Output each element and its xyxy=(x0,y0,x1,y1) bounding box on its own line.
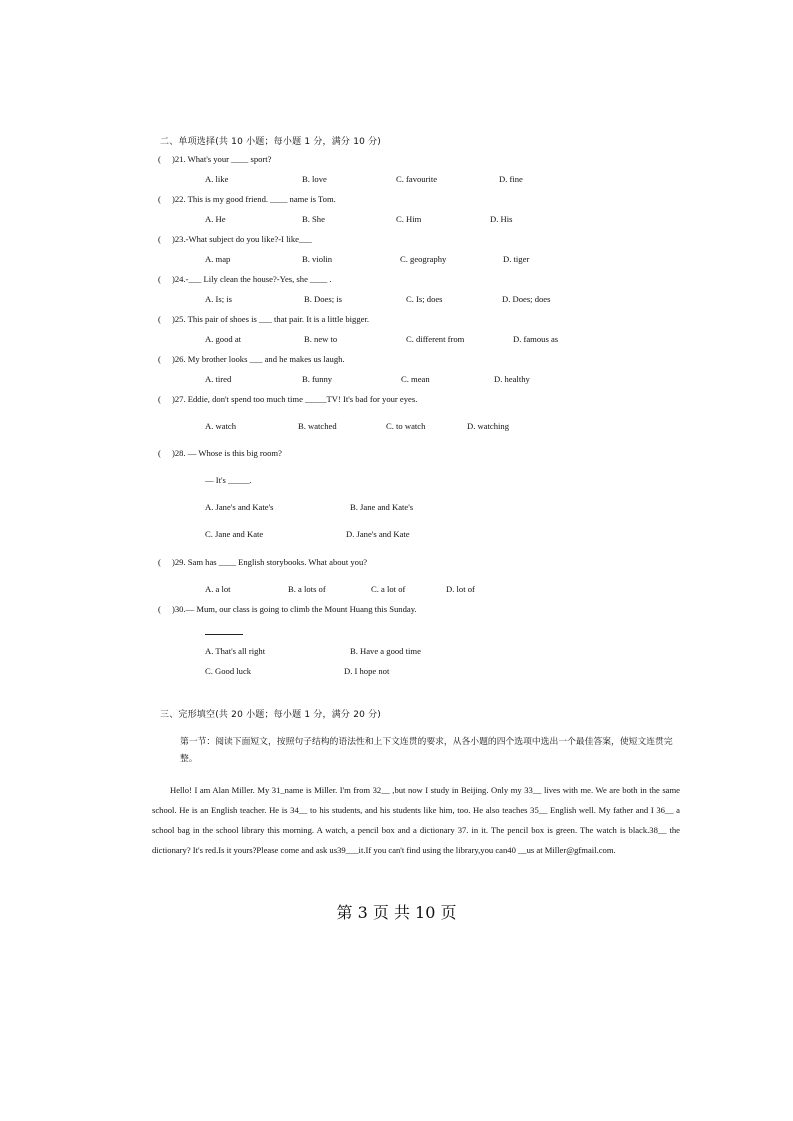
question-25: ( )25. This pair of shoes is ___ that pair. It is a little bigger. xyxy=(158,314,369,324)
answer-blank-line xyxy=(205,634,243,635)
option-29a[interactable]: A. a lot xyxy=(205,584,231,594)
option-29b[interactable]: B. a lots of xyxy=(288,584,326,594)
option-27a[interactable]: A. watch xyxy=(205,421,237,431)
option-28a[interactable]: A. Jane's and Kate's xyxy=(205,502,274,512)
option-25b[interactable]: B. new to xyxy=(304,334,338,344)
option-22d[interactable]: D. His xyxy=(490,214,513,224)
option-24c[interactable]: C. Is; does xyxy=(406,294,443,304)
option-24b[interactable]: B. Does; is xyxy=(304,294,342,304)
question-22: ( )22. This is my good friend. ____ name is Tom. xyxy=(158,194,336,204)
option-27d[interactable]: D. watching xyxy=(467,421,510,431)
option-24d[interactable]: D. Does; does xyxy=(502,294,551,304)
option-23c[interactable]: C. geography xyxy=(400,254,447,264)
question-26: ( )26. My brother looks ___ and he makes us laugh. xyxy=(158,354,345,364)
question-28: ( )28. — Whose is this big room? xyxy=(158,448,282,458)
option-29d[interactable]: D. lot of xyxy=(446,584,475,594)
option-24a[interactable]: A. Is; is xyxy=(205,294,232,304)
question-30: ( )30.— Mum, our class is going to climb the Mount Huang this Sunday. xyxy=(158,604,417,614)
option-22b[interactable]: B. She xyxy=(302,214,325,224)
option-30c[interactable]: C. Good luck xyxy=(205,666,252,676)
option-22c[interactable]: C. Him xyxy=(396,214,422,224)
option-30b[interactable]: B. Have a good time xyxy=(350,646,421,656)
question-27: ( )27. Eddie, don't spend too much time _____TV! It's bad for your eyes. xyxy=(158,394,418,404)
option-25a[interactable]: A. good at xyxy=(205,334,242,344)
question-28-answer-line: — It's _____. xyxy=(205,475,252,485)
option-28b[interactable]: B. Jane and Kate's xyxy=(350,502,414,512)
option-26a[interactable]: A. tired xyxy=(205,374,232,384)
option-28c[interactable]: C. Jane and Kate xyxy=(205,529,264,539)
question-21: ( )21. What's your ____ sport? xyxy=(158,154,272,164)
cloze-passage: Hello! I am Alan Miller. My 31_name is Miller. I'm from 32__ ,but now I study in Beijing. Only my 33__ lives with me. We are both in the same school. He is an English teacher. He is 34__ to his students, and his students like him, too. He also teaches 35__ English well. My father and I 36__ a school bag in the school library this morning. A watch, a pencil box and a dictionary 37. in it. The pencil box is green. The watch is black.38__ the dictionary? It's red.Is it yours?Please come and ask us39___it.If you can't find using the library,you can40 __us at Miller@gfmail.com. xyxy=(152,785,680,855)
option-30d[interactable]: D. I hope not xyxy=(344,666,390,676)
option-28d[interactable]: D. Jane's and Kate xyxy=(346,529,410,539)
option-27b[interactable]: B. watched xyxy=(298,421,337,431)
option-26d[interactable]: D. healthy xyxy=(494,374,530,384)
section-3-title: 三、完形填空(共 20 小题；每小题 1 分，满分 20 分) xyxy=(160,710,382,720)
option-27c[interactable]: C. to watch xyxy=(386,421,426,431)
section-2-title: 二、单项选择(共 10 小题；每小题 1 分，满分 10 分) xyxy=(160,137,382,147)
page-number-footer: 第 3 页 共 10 页 xyxy=(336,903,457,922)
option-26b[interactable]: B. funny xyxy=(302,374,333,384)
option-21a[interactable]: A. like xyxy=(205,174,229,184)
option-23d[interactable]: D. tiger xyxy=(503,254,530,264)
option-25d[interactable]: D. famous as xyxy=(513,334,559,344)
option-21b[interactable]: B. love xyxy=(302,174,327,184)
section-3-instruction: 第一节：阅读下面短文，按照句子结构的语法性和上下文连贯的要求，从各小题的四个选项中选出一个最佳答案，使短文连贯完整。 xyxy=(180,737,673,764)
option-21d[interactable]: D. fine xyxy=(499,174,523,184)
option-26c[interactable]: C. mean xyxy=(401,374,430,384)
question-29: ( )29. Sam has ____ English storybooks. What about you? xyxy=(158,557,368,567)
option-30a[interactable]: A. That's all right xyxy=(205,646,266,656)
option-22a[interactable]: A. He xyxy=(205,214,226,224)
question-24: ( )24.-___ Lily clean the house?-Yes, she ____ . xyxy=(158,274,332,284)
question-23: ( )23.-What subject do you like?-I like___ xyxy=(158,234,312,244)
option-21c[interactable]: C. favourite xyxy=(396,174,438,184)
option-23b[interactable]: B. violin xyxy=(302,254,333,264)
option-25c[interactable]: C. different from xyxy=(406,334,465,344)
option-23a[interactable]: A. map xyxy=(205,254,231,264)
option-29c[interactable]: C. a lot of xyxy=(371,584,406,594)
